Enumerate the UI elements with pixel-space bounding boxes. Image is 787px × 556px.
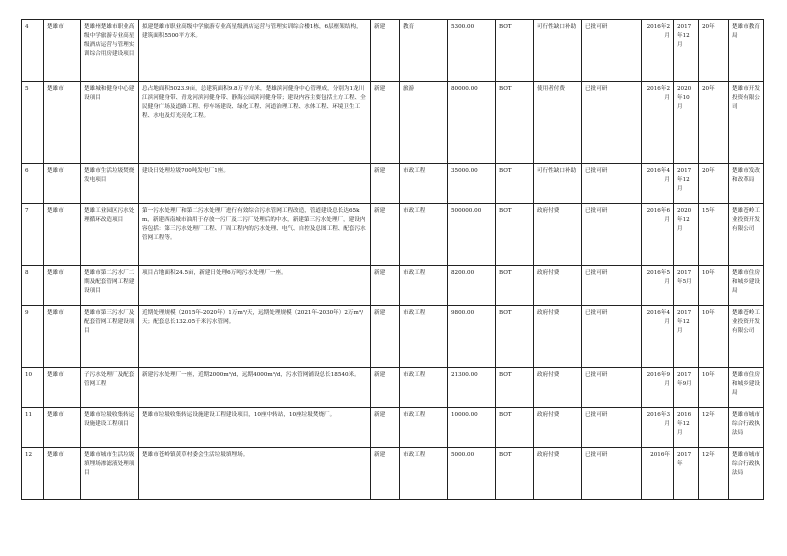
payment-mechanism-cell: 政府付费	[534, 368, 582, 408]
implementing-agency-cell: 楚雄市发改和改革局	[729, 164, 764, 204]
industry-cell: 市政工程	[400, 408, 448, 448]
project-name-cell: 楚雄州楚雄市职业高级中学旅游专业高星级酒店运营与管理实训综合用房建设项目	[81, 20, 139, 82]
start-date-cell: 2016年	[642, 448, 674, 500]
end-date-cell: 2020年12月	[674, 204, 699, 266]
table-row	[22, 204, 764, 266]
payment-mechanism-cell: 政府付费	[534, 408, 582, 448]
start-date-cell: 2016年4月	[642, 306, 674, 368]
build-type-cell: 新建	[371, 368, 400, 408]
investment-cell: 500000.00	[448, 204, 496, 266]
end-date-cell: 2017年12月	[674, 306, 699, 368]
payment-mechanism-cell: 政府付费	[534, 448, 582, 500]
table-row	[22, 266, 764, 306]
implementing-agency-cell: 楚雄苍岭工业投资开发有限公司	[729, 204, 764, 266]
end-date-cell: 2017年12月	[674, 164, 699, 204]
project-name-cell: 子污水处理厂及配套管网工程	[81, 368, 139, 408]
project-name-cell: 楚雄市第三污水厂及配套管网工程建设项目	[81, 306, 139, 368]
cooperation-term-cell: 20年	[699, 82, 729, 164]
row-number: 4	[22, 20, 44, 82]
implementing-agency-cell: 楚雄市教育局	[729, 20, 764, 82]
city-cell: 楚雄市	[44, 368, 81, 408]
investment-cell: 21300.00	[448, 368, 496, 408]
approval-status-cell: 已批可研	[582, 368, 642, 408]
build-type-cell: 新建	[371, 408, 400, 448]
construction-content-cell: 楚雄市垃圾收集转运设施建设工程建设项目，10座中转站，10座垃圾焚烧厂。	[139, 408, 371, 448]
construction-content-cell: 拟建楚雄市职业高级中学旅游专业高星级酒店运营与管理实训综合楼1栋，6层框架结构，建筑面积5500平方米。	[139, 20, 371, 82]
document-page	[21, 19, 764, 500]
cooperation-term-cell: 10年	[699, 368, 729, 408]
construction-content-cell: 项目占地面积24.5亩，新建日处理6万吨污水处理厂一座。	[139, 266, 371, 306]
investment-cell: 9800.00	[448, 306, 496, 368]
industry-cell: 市政工程	[400, 204, 448, 266]
table-row	[22, 82, 764, 164]
payment-mechanism-cell: 政府付费	[534, 306, 582, 368]
payment-mechanism-cell: 使用者付费	[534, 82, 582, 164]
project-name-cell: 楚雄市生活垃圾焚烧发电项目	[81, 164, 139, 204]
build-type-cell: 新建	[371, 82, 400, 164]
construction-content-cell: 总占地面积5023.9亩，总建筑面积9.8万平方米，楚雄滨河健身中心管理成，分别为1龙川江滨河健身带、青龙河滨河健身带、静海公园滨河健身带；建设内容主要包括土方工程、全民健身广场及道路工程、停车场建设、绿化工程、河道治理工程、水体工程、环境卫生工程、水电及灯光亮化工程。	[139, 82, 371, 164]
city-cell: 楚雄市	[44, 20, 81, 82]
implementing-agency-cell: 楚雄苍岭工业投资开发有限公司	[729, 306, 764, 368]
row-number: 5	[22, 82, 44, 164]
city-cell: 楚雄市	[44, 448, 81, 500]
operation-mode-cell: BOT	[496, 408, 534, 448]
investment-cell: 35000.00	[448, 164, 496, 204]
end-date-cell: 2016年12月	[674, 408, 699, 448]
build-type-cell: 新建	[371, 448, 400, 500]
table-row	[22, 306, 764, 368]
project-name-cell: 楚雄市第二污水厂二期及配套管网工程建设项目	[81, 266, 139, 306]
cooperation-term-cell: 15年	[699, 204, 729, 266]
row-number: 11	[22, 408, 44, 448]
operation-mode-cell: BOT	[496, 20, 534, 82]
construction-content-cell: 近期处理规模（2015年-2020年）1万m³/天，远期处理规模（2021年-2030年）2万m³/天；配套总长132.05千米污水管网。	[139, 306, 371, 368]
investment-cell: 5300.00	[448, 20, 496, 82]
operation-mode-cell: BOT	[496, 368, 534, 408]
build-type-cell: 新建	[371, 266, 400, 306]
implementing-agency-cell: 楚雄市开发投资有限公司	[729, 82, 764, 164]
start-date-cell: 2016年5月	[642, 266, 674, 306]
table-row	[22, 368, 764, 408]
cooperation-term-cell: 20年	[699, 20, 729, 82]
start-date-cell: 2016年6月	[642, 204, 674, 266]
operation-mode-cell: BOT	[496, 164, 534, 204]
build-type-cell: 新建	[371, 204, 400, 266]
approval-status-cell: 已批可研	[582, 204, 642, 266]
cooperation-term-cell: 12年	[699, 448, 729, 500]
construction-content-cell: 第一污水处理厂和第二污水处理厂进行有效综合污水管网工程改造，管道建设总长达65km，新建西南城市油用于存放一污厂及二污厂处理后的中水，新建第三污水处理厂，建设内容包括：第三污水处理厂工程、厂周工程内的污水处理、电气、自控及总图工程、配套污水管网工程等。	[139, 204, 371, 266]
payment-mechanism-cell: 可行性缺口补助	[534, 20, 582, 82]
approval-status-cell: 已批可研	[582, 408, 642, 448]
payment-mechanism-cell: 政府付费	[534, 204, 582, 266]
cooperation-term-cell: 20年	[699, 164, 729, 204]
approval-status-cell: 已批可研	[582, 266, 642, 306]
implementing-agency-cell: 楚雄市城市综合行政执法局	[729, 408, 764, 448]
row-number: 10	[22, 368, 44, 408]
row-number: 9	[22, 306, 44, 368]
start-date-cell: 2016年9月	[642, 368, 674, 408]
operation-mode-cell: BOT	[496, 266, 534, 306]
cooperation-term-cell: 10年	[699, 266, 729, 306]
investment-cell: 5000.00	[448, 448, 496, 500]
investment-cell: 8200.00	[448, 266, 496, 306]
industry-cell: 市政工程	[400, 368, 448, 408]
operation-mode-cell: BOT	[496, 82, 534, 164]
start-date-cell: 2016年2月	[642, 82, 674, 164]
table-row	[22, 408, 764, 448]
city-cell: 楚雄市	[44, 164, 81, 204]
table-row	[22, 164, 764, 204]
investment-cell: 80000.00	[448, 82, 496, 164]
city-cell: 楚雄市	[44, 204, 81, 266]
cooperation-term-cell: 10年	[699, 306, 729, 368]
table-row	[22, 448, 764, 500]
industry-cell: 市政工程	[400, 266, 448, 306]
city-cell: 楚雄市	[44, 408, 81, 448]
industry-cell: 市政工程	[400, 448, 448, 500]
end-date-cell: 2017年	[674, 448, 699, 500]
implementing-agency-cell: 楚雄市住房和城乡建设局	[729, 368, 764, 408]
construction-content-cell: 楚雄市苍岭镇黄草村委会生活垃圾填埋场。	[139, 448, 371, 500]
project-name-cell: 楚雄市城市生活垃圾填埋场渗滤液处理项目	[81, 448, 139, 500]
row-number: 12	[22, 448, 44, 500]
start-date-cell: 2016年4月	[642, 164, 674, 204]
end-date-cell: 2020年10月	[674, 82, 699, 164]
industry-cell: 教育	[400, 20, 448, 82]
project-name-cell: 楚雄城和健身中心建设项目	[81, 82, 139, 164]
approval-status-cell: 已批可研	[582, 82, 642, 164]
build-type-cell: 新建	[371, 20, 400, 82]
end-date-cell: 2017年5月	[674, 266, 699, 306]
row-number: 6	[22, 164, 44, 204]
city-cell: 楚雄市	[44, 306, 81, 368]
table-body	[22, 20, 764, 500]
city-cell: 楚雄市	[44, 82, 81, 164]
end-date-cell: 2017年12月	[674, 20, 699, 82]
payment-mechanism-cell: 政府付费	[534, 266, 582, 306]
approval-status-cell: 已批可研	[582, 448, 642, 500]
approval-status-cell: 已批可研	[582, 306, 642, 368]
start-date-cell: 2016年3月	[642, 408, 674, 448]
construction-content-cell: 建设日处理垃圾700吨发电厂1座。	[139, 164, 371, 204]
investment-cell: 10000.00	[448, 408, 496, 448]
industry-cell: 旅游	[400, 82, 448, 164]
row-number: 7	[22, 204, 44, 266]
end-date-cell: 2017年9月	[674, 368, 699, 408]
city-cell: 楚雄市	[44, 266, 81, 306]
table-row	[22, 20, 764, 82]
cooperation-term-cell: 12年	[699, 408, 729, 448]
build-type-cell: 新建	[371, 306, 400, 368]
payment-mechanism-cell: 可行性缺口补助	[534, 164, 582, 204]
implementing-agency-cell: 楚雄市住房和城乡建设局	[729, 266, 764, 306]
approval-status-cell: 已批可研	[582, 164, 642, 204]
industry-cell: 市政工程	[400, 164, 448, 204]
start-date-cell: 2016年2月	[642, 20, 674, 82]
project-table	[21, 19, 764, 500]
implementing-agency-cell: 楚雄市城市综合行政执法局	[729, 448, 764, 500]
operation-mode-cell: BOT	[496, 204, 534, 266]
project-name-cell: 楚雄工业园区污水处理循环改造项目	[81, 204, 139, 266]
row-number: 8	[22, 266, 44, 306]
industry-cell: 市政工程	[400, 306, 448, 368]
build-type-cell: 新建	[371, 164, 400, 204]
construction-content-cell: 新建污水处理厂一座，近期2000m³/d，远期4000m³/d，污水管网铺设总长18540米。	[139, 368, 371, 408]
operation-mode-cell: BOT	[496, 448, 534, 500]
project-name-cell: 楚雄市垃圾收集转运设施建设工程项目	[81, 408, 139, 448]
operation-mode-cell: BOT	[496, 306, 534, 368]
approval-status-cell: 已批可研	[582, 20, 642, 82]
